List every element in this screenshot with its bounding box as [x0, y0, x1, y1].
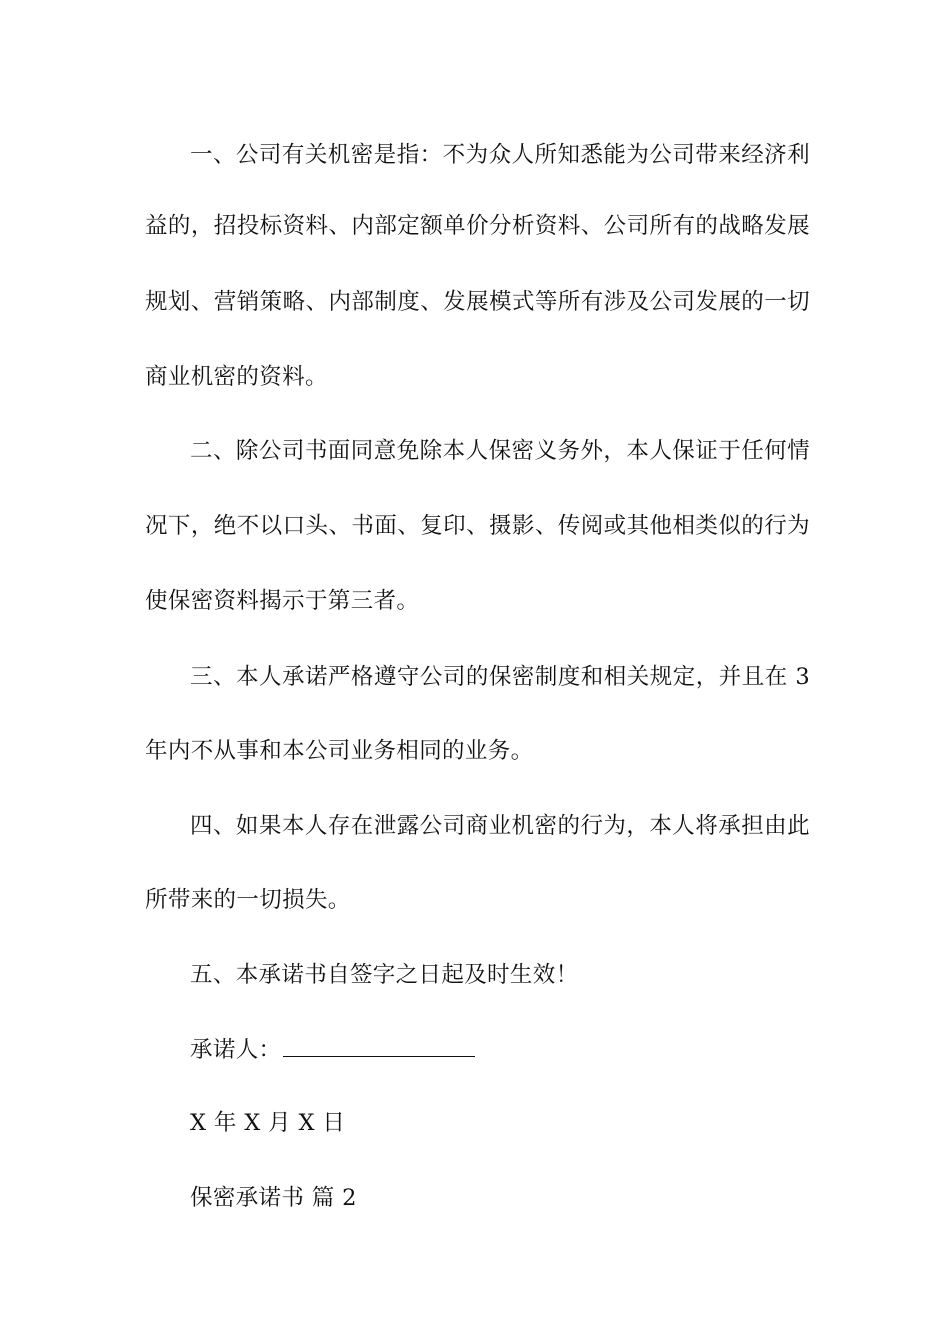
clause-1-line-4: 商业机密的资料。 — [145, 364, 328, 390]
date-line: X 年 X 月 X 日 — [190, 1110, 346, 1136]
clause-2-line-1: 二、除公司书面同意免除本人保密义务外，本人保证于任何情 — [190, 438, 810, 464]
clause-1-line-1: 一、公司有关机密是指：不为众人所知悉能为公司带来经济利 — [190, 142, 810, 168]
clause-1-line-2: 益的，招投标资料、内部定额单价分析资料、公司所有的战略发展 — [145, 213, 810, 239]
clause-4-line-2: 所带来的一切损失。 — [145, 887, 351, 913]
clause-1-line-3: 规划、营销策略、内部制度、发展模式等所有涉及公司发展的一切 — [145, 289, 810, 315]
clause-5-line-1: 五、本承诺书自签字之日起及时生效！ — [190, 962, 579, 988]
signature-label: 承诺人： — [190, 1037, 282, 1063]
clause-2-line-3: 使保密资料揭示于第三者。 — [145, 588, 420, 614]
clause-2-line-2: 况下，绝不以口头、书面、复印、摄影、传阅或其他相类似的行为 — [145, 513, 810, 539]
signature-blank — [283, 1034, 475, 1057]
clause-3-line-1: 三、本人承诺严格遵守公司的保密制度和相关规定，并且在 3 — [190, 664, 810, 690]
clause-4-line-1: 四、如果本人存在泄露公司商业机密的行为，本人将承担由此 — [190, 813, 810, 839]
signature-line — [190, 1034, 810, 1065]
clause-3-line-2: 年内不从事和本公司业务相同的业务。 — [145, 738, 534, 764]
next-section-title: 保密承诺书 篇 2 — [190, 1185, 357, 1211]
